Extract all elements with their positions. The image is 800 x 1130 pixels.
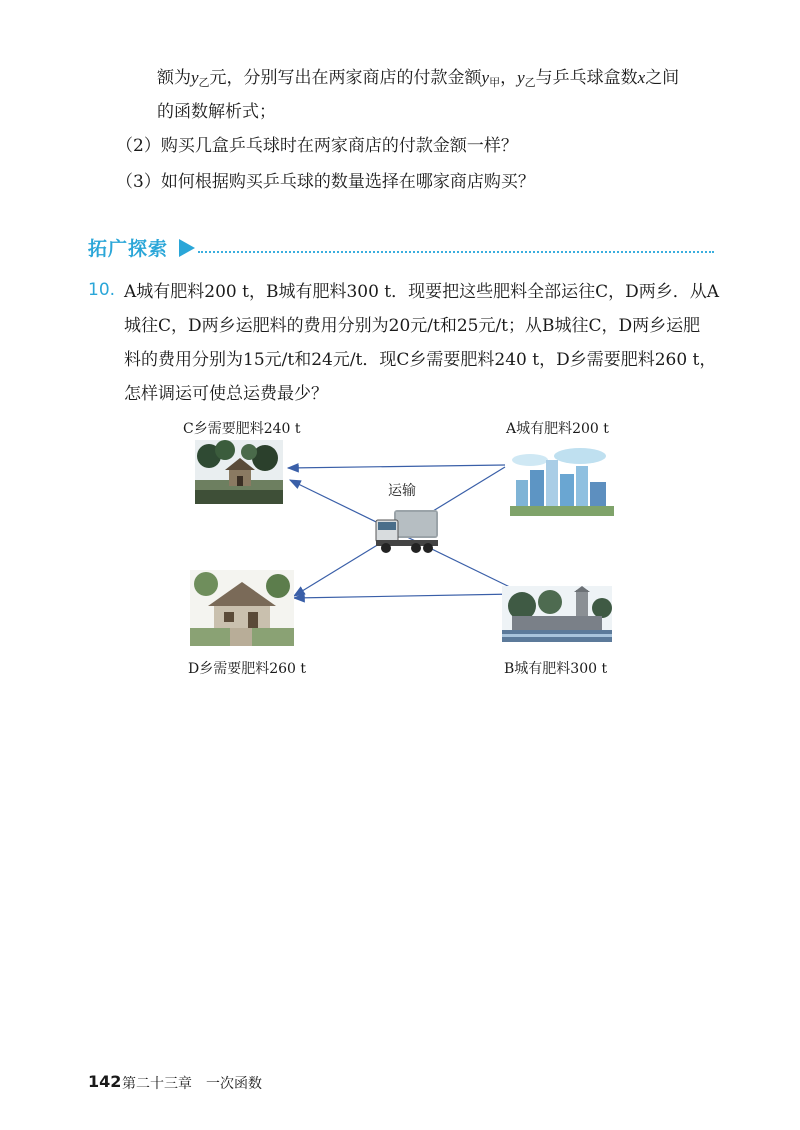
arrow-a-to-c xyxy=(288,465,505,468)
text-line: 的函数解析式； xyxy=(157,102,276,122)
label-transport: 运输 xyxy=(388,483,416,499)
problem-line: 料的费用分别为15元/t和24元/t．现C乡需要肥料240 t，D乡需要肥料260 t， xyxy=(124,350,717,370)
truck-illustration xyxy=(372,506,440,556)
question-2: （2）购买几盒乒乓球时在两家商店的付款金额一样？ xyxy=(116,136,518,156)
label-a: A城有肥料200 t xyxy=(506,421,609,437)
d-village-illustration xyxy=(190,570,294,646)
section-title: 拓广探索 xyxy=(88,238,169,260)
b-city-illustration xyxy=(502,586,612,642)
chapter-title: 第二十三章 一次函数 xyxy=(122,1076,262,1092)
arrow-b-to-d xyxy=(294,594,518,598)
text-line: 额为$y_乙$元，分别写出在两家商店的付款金额$y_甲$，$y_乙$与乒乓球盒数x之间 xyxy=(157,68,680,89)
problem-line: A城有肥料200 t，B城有肥料300 t．现要把这些肥料全部运往C，D两乡．从A xyxy=(124,282,720,302)
problem-line: 怎样调运可使总运费最少？ xyxy=(124,384,328,404)
problem-number: 10. xyxy=(88,280,116,300)
question-3: （3）如何根据购买乒乓球的数量选择在哪家商店购买？ xyxy=(116,172,535,192)
label-d: D乡需要肥料260 t xyxy=(188,661,307,677)
label-b: B城有肥料300 t xyxy=(504,661,608,677)
label-c: C乡需要肥料240 t xyxy=(183,421,301,437)
problem-line: 城往C，D两乡运肥料的费用分别为20元/t和25元/t；从B城往C，D两乡运肥 xyxy=(124,316,701,336)
page-number: 142 xyxy=(88,1072,122,1091)
a-city-illustration xyxy=(510,446,614,516)
c-village-illustration xyxy=(195,440,283,504)
